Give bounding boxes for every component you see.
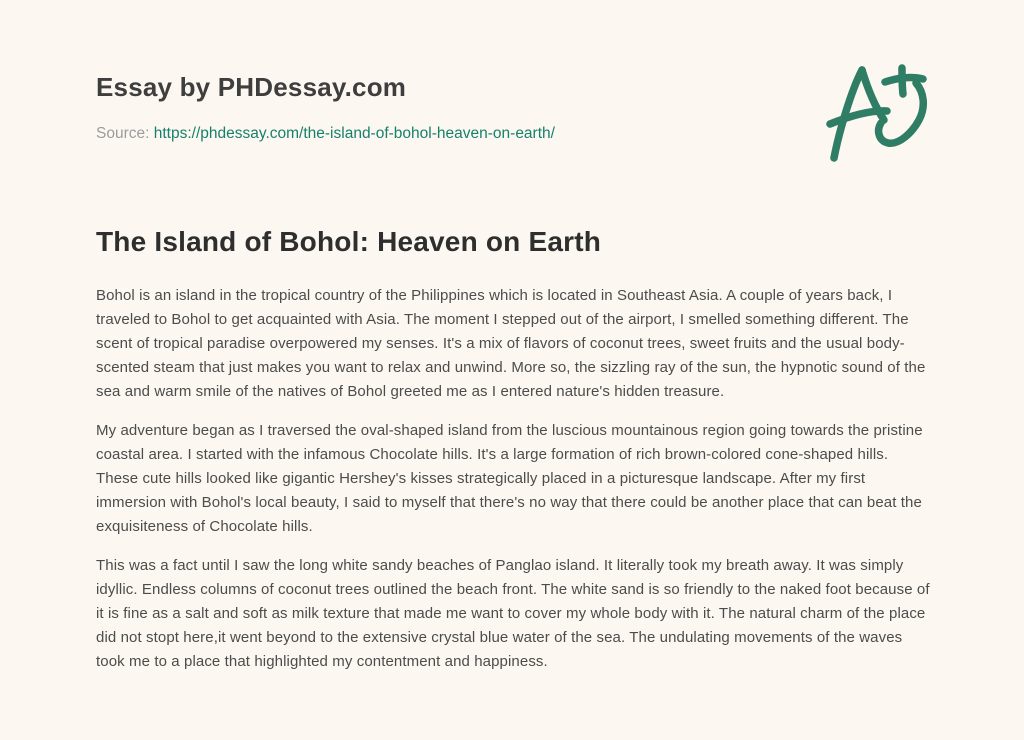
page-header: Essay by PHDessay.com bbox=[96, 72, 407, 102]
essay-paragraph: My adventure began as I traversed the oval-shaped island from the luscious mountainous region going towards the pristine coastal area. I started with the infamous Chocolate hills. It's a large formation of rich brown-colored cone-shaped hills. These cute hills looked like gigantic Hershey's kisses strategically placed in a picturesque landscape. After my first immersion with Bohol's local beauty, I said to myself that there's no way that there could be another place that can beat the exquisiteness of Chocolate hills. bbox=[96, 422, 923, 535]
source-link[interactable]: https://phdessay.com/the-island-of-bohol-heaven-on-earth/ bbox=[153, 125, 555, 142]
source-label: Source: bbox=[96, 125, 150, 142]
source-line bbox=[96, 125, 555, 143]
essay-paragraph: Bohol is an island in the tropical country of the Philippines which is located in Southeast Asia. A couple of years back, I traveled to Bohol to get acquainted with Asia. The moment I stepped out of the airport, I smelled something different. The scent of tropical paradise overpowered my senses. It's a mix of flavors of coconut trees, sweet fruits and the usual body-scented steam that just makes you want to relax and unwind. More so, the sizzling ray of the sun, the hypnotic sound of the sea and warm smile of the natives of Bohol greeted me as I entered nature's hidden treasure. bbox=[96, 287, 926, 400]
essay-body bbox=[96, 284, 932, 689]
essay-title: The Island of Bohol: Heaven on Earth bbox=[96, 226, 602, 257]
essay-paragraph: This was a fact until I saw the long white sandy beaches of Panglao island. It literally took my breath away. It was simply idyllic. Endless columns of coconut trees outlined the beach front. The white sand is so friendly to the naked foot because of it is fine as a salt and soft as milk texture that made me want to cover my whole body with it. The natural charm of the place did not stopt here,it went beyond to the extensive crystal blue water of the sea. The undulating movements of the waves took me to a place that highlighted my contentment and happiness. bbox=[96, 557, 930, 670]
a-plus-logo-icon bbox=[824, 62, 932, 166]
